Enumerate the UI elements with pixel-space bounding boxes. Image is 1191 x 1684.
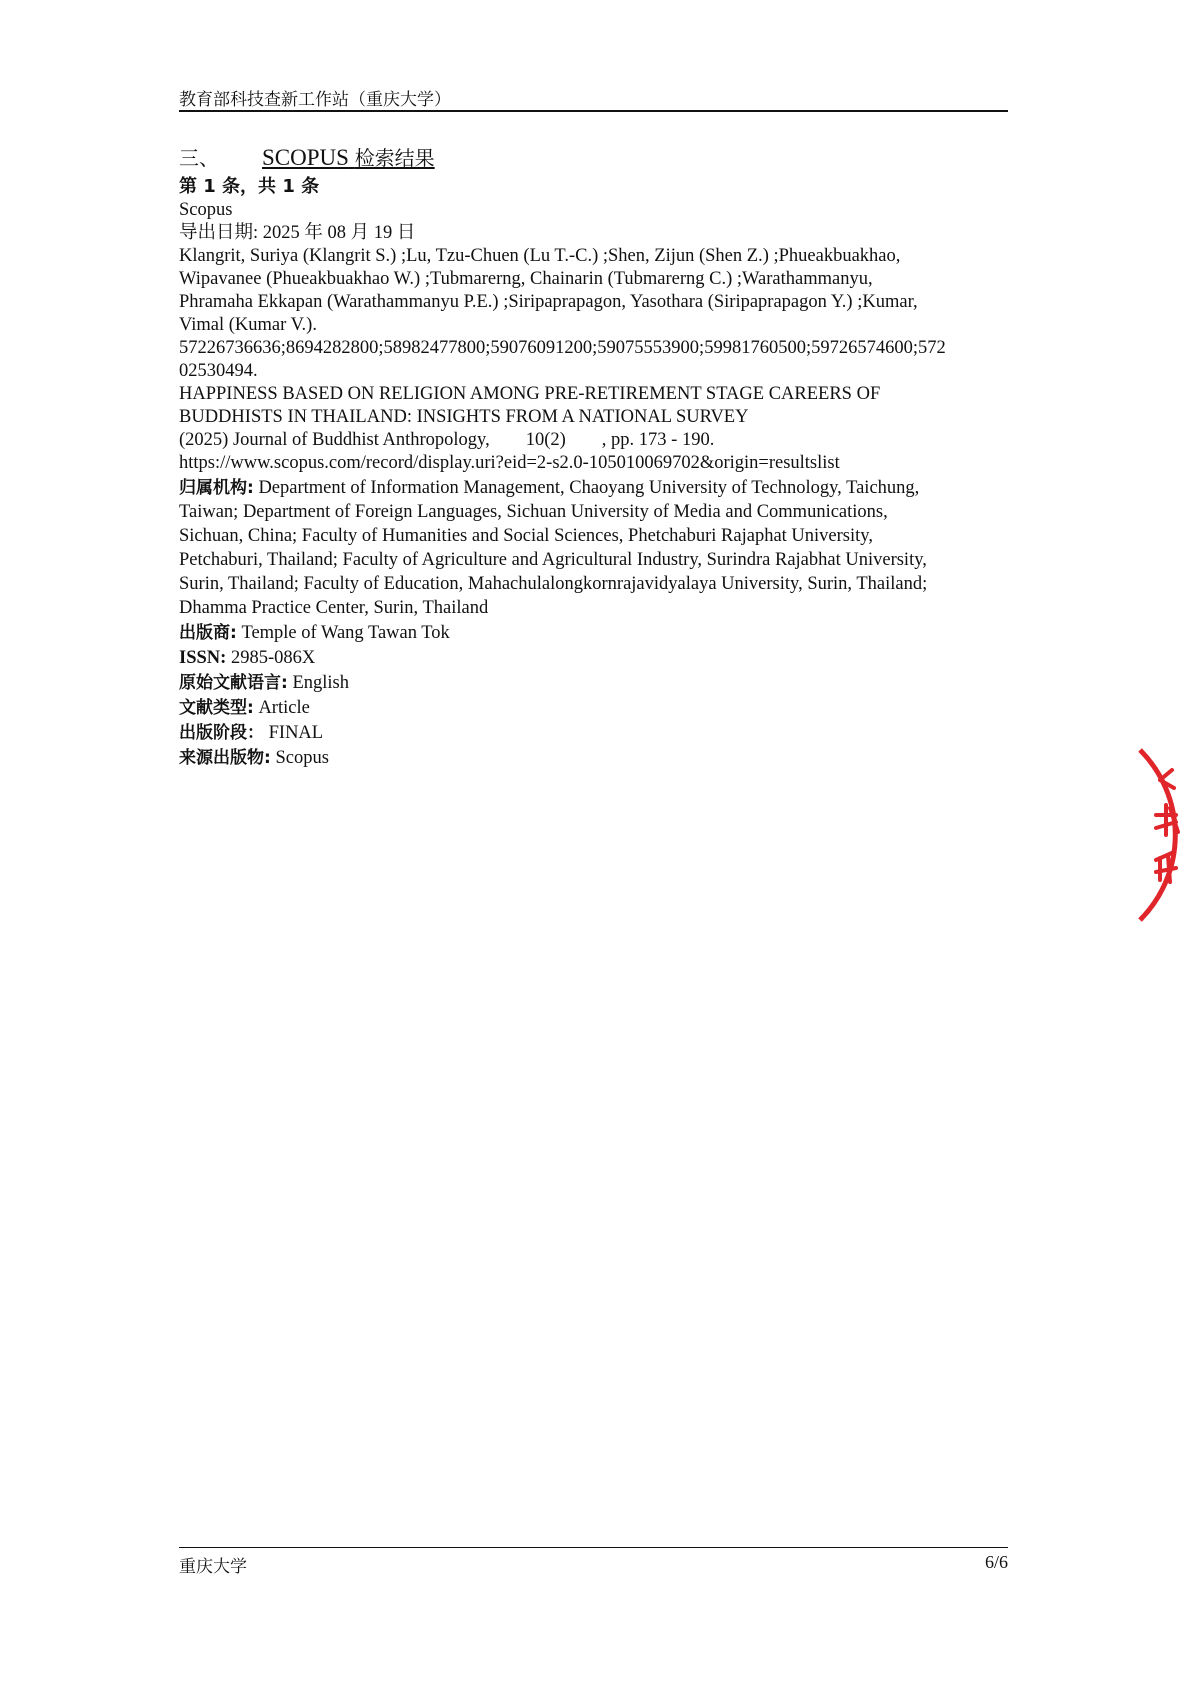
stage-label: 出版阶段： bbox=[179, 723, 264, 743]
article-title-line: HAPPINESS BASED ON RELIGION AMONG PRE-RETIREMENT STAGE CAREERS OF bbox=[179, 384, 881, 404]
article-title bbox=[179, 383, 1008, 429]
stage-field bbox=[179, 721, 1008, 745]
section-number: 三、 bbox=[179, 146, 219, 170]
stage-value: FINAL bbox=[268, 723, 324, 743]
authors-line: Wipavanee (Phueakbuakhao W.) ;Tubmarerng, Chainarin (Tubmarerng C.) ;Warathammanyu, bbox=[179, 269, 873, 289]
doctype-field bbox=[179, 696, 1008, 720]
article-title-line: BUDDHISTS IN THAILAND: INSIGHTS FROM A NATIONAL SURVEY bbox=[179, 407, 749, 427]
language-label: 原始文献语言: bbox=[179, 673, 288, 693]
header-divider bbox=[179, 110, 1008, 112]
source-label: 来源出版物: bbox=[179, 748, 271, 768]
affiliations-label: 归属机构: bbox=[179, 478, 254, 498]
journal-volume: 10(2) bbox=[525, 430, 566, 450]
authors-line: Phramaha Ekkapan (Warathammanyu P.E.) ;Siripaprapagon, Yasothara (Siripaprapagon Y.) ;Kumar, bbox=[179, 292, 918, 312]
language-field bbox=[179, 671, 1008, 695]
record-count: 第 1 条，共 1 条 bbox=[179, 176, 320, 197]
page-number: 6/6 bbox=[984, 1552, 1008, 1572]
section-title-cn: 检索结果 bbox=[354, 146, 435, 170]
affiliations-line: Surin, Thailand; Faculty of Education, Mahachulalongkornrajavidyalaya University, Surin, Thailand; bbox=[179, 574, 928, 594]
language-value: English bbox=[292, 673, 349, 693]
publisher-field bbox=[179, 621, 1008, 645]
affiliations-line: Dhamma Practice Center, Surin, Thailand bbox=[179, 598, 489, 618]
authors-line: Klangrit, Suriya (Klangrit S.) ;Lu, Tzu-Chuen (Lu T.-C.) ;Shen, Zijun (Shen Z.) ;Phueakbuakhao, bbox=[179, 246, 901, 266]
footer-divider bbox=[179, 1547, 1008, 1548]
issn-value: 2985-086X bbox=[230, 648, 316, 668]
affiliations-line: Sichuan, China; Faculty of Humanities and Social Sciences, Phetchaburi Rajaphat University, bbox=[179, 526, 873, 546]
doctype-label: 文献类型: bbox=[179, 698, 254, 718]
seal-ring bbox=[1140, 750, 1175, 920]
publisher-label: 出版商: bbox=[179, 623, 237, 643]
section-heading bbox=[179, 143, 1008, 173]
journal-name: (2025) Journal of Buddhist Anthropology, bbox=[179, 430, 490, 450]
section-title bbox=[262, 145, 435, 170]
authors-line: Vimal (Kumar V.). bbox=[179, 315, 317, 335]
author-ids-line: 57226736636;8694282800;58982477800;59076091200;59075553900;59981760500;59726574600;572 bbox=[179, 338, 946, 358]
page-header-title: 教育部科技查新工作站（重庆大学） bbox=[179, 90, 451, 110]
official-seal-stamp bbox=[1130, 740, 1191, 930]
journal-citation bbox=[179, 429, 1008, 452]
document-body bbox=[179, 143, 1008, 770]
record-url[interactable]: https://www.scopus.com/record/display.uri?eid=2-s2.0-105010069702&origin=resultslist bbox=[179, 453, 840, 473]
footer-institution: 重庆大学 bbox=[179, 1557, 247, 1577]
affiliations-line: Taiwan; Department of Foreign Languages, Sichuan University of Media and Communications, bbox=[179, 502, 888, 522]
journal-pages: , pp. 173 - 190. bbox=[601, 430, 715, 450]
section-title-en: SCOPUS bbox=[262, 145, 349, 170]
source-value: Scopus bbox=[275, 748, 329, 768]
issn-field bbox=[179, 646, 1008, 670]
export-date: 导出日期: 2025 年 08 月 19 日 bbox=[179, 223, 416, 243]
author-ids-line: 02530494. bbox=[179, 361, 258, 381]
doctype-value: Article bbox=[258, 698, 310, 718]
source-field bbox=[179, 746, 1008, 770]
affiliations-line: Petchaburi, Thailand; Faculty of Agriculture and Agricultural Industry, Surindra Rajabhat University, bbox=[179, 550, 927, 570]
affiliations-line: Department of Information Management, Chaoyang University of Technology, Taichung, bbox=[258, 478, 920, 498]
authors-block bbox=[179, 245, 1008, 337]
affiliations-field bbox=[179, 476, 1008, 620]
author-ids-block bbox=[179, 337, 1008, 383]
publisher-value: Temple of Wang Tawan Tok bbox=[241, 623, 450, 643]
source-database: Scopus bbox=[179, 200, 233, 220]
issn-label: ISSN: bbox=[179, 648, 227, 668]
